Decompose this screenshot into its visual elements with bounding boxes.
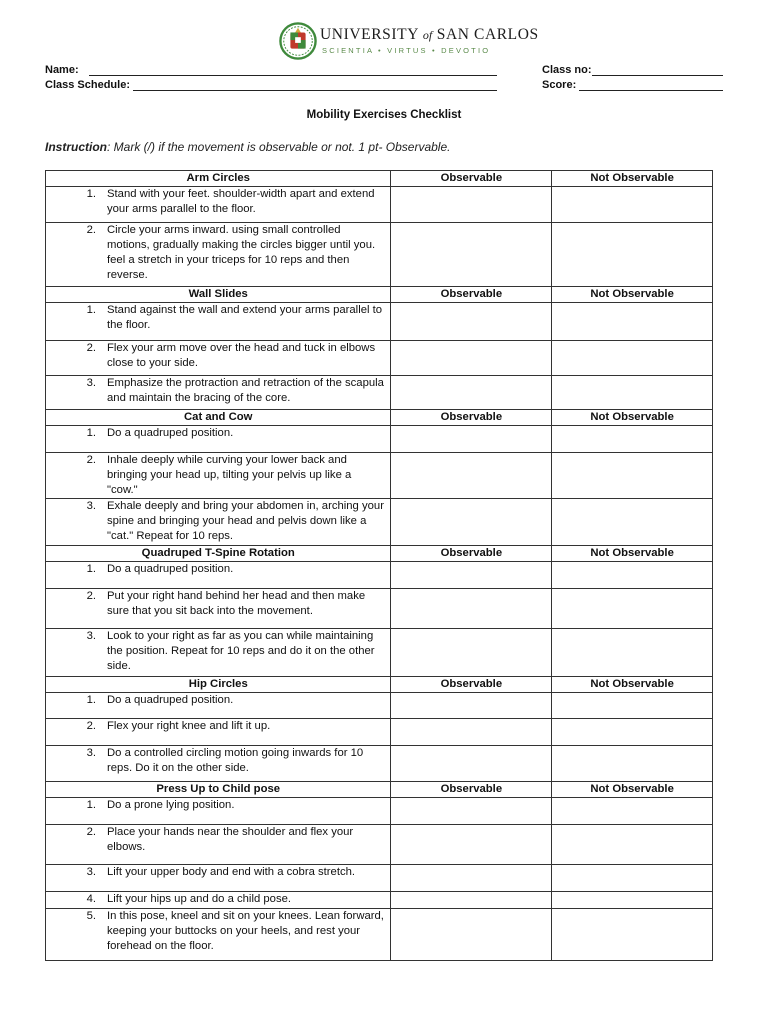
step-description-cell (46, 865, 391, 892)
step-text: Lift your hips up and do a child pose. (107, 893, 292, 905)
not-observable-mark-cell[interactable] (552, 223, 713, 287)
not-observable-mark-cell[interactable] (552, 303, 713, 341)
not-observable-mark-cell[interactable] (552, 693, 713, 719)
observable-header: Observable (391, 410, 552, 426)
step-description-cell (46, 562, 391, 589)
step-description-cell (46, 187, 391, 223)
not-observable-mark-cell[interactable] (552, 909, 713, 961)
not-observable-mark-cell[interactable] (552, 499, 713, 546)
class-schedule-field[interactable] (45, 79, 497, 91)
section-title: Press Up to Child pose (46, 782, 391, 798)
step-number: 3. (86, 630, 96, 642)
step-description-cell (46, 341, 391, 376)
class-no-label: Class no: (542, 64, 592, 76)
not-observable-mark-cell[interactable] (552, 746, 713, 782)
not-observable-header: Not Observable (552, 782, 713, 798)
score-field[interactable] (542, 79, 723, 91)
step-description-cell (46, 825, 391, 865)
not-observable-mark-cell[interactable] (552, 453, 713, 499)
section-header-row (46, 171, 713, 187)
observable-mark-cell[interactable] (391, 719, 552, 746)
not-observable-mark-cell[interactable] (552, 719, 713, 746)
name-field[interactable] (45, 64, 497, 76)
score-line[interactable] (579, 79, 723, 91)
observable-mark-cell[interactable] (391, 825, 552, 865)
step-row (46, 499, 713, 546)
not-observable-mark-cell[interactable] (552, 589, 713, 629)
step-number: 1. (86, 188, 96, 200)
observable-mark-cell[interactable] (391, 746, 552, 782)
step-row (46, 341, 713, 376)
observable-mark-cell[interactable] (391, 223, 552, 287)
step-number: 2. (86, 454, 96, 466)
observable-mark-cell[interactable] (391, 589, 552, 629)
observable-mark-cell[interactable] (391, 909, 552, 961)
university-name-of: of (422, 28, 433, 42)
section-title: Quadruped T-Spine Rotation (46, 546, 391, 562)
step-number: 2. (86, 224, 96, 236)
section-header-row (46, 546, 713, 562)
section-title: Cat and Cow (46, 410, 391, 426)
observable-mark-cell[interactable] (391, 453, 552, 499)
step-description-cell (46, 629, 391, 677)
name-label: Name: (45, 64, 79, 76)
step-number: 1. (86, 304, 96, 316)
step-number: 4. (86, 893, 96, 905)
class-no-line[interactable] (592, 64, 723, 76)
step-text: Lift your upper body and end with a cobra stretch. (107, 866, 356, 878)
step-number: 5. (86, 910, 96, 922)
step-description-cell (46, 798, 391, 825)
observable-mark-cell[interactable] (391, 892, 552, 909)
not-observable-mark-cell[interactable] (552, 187, 713, 223)
document-title: Mobility Exercises Checklist (306, 109, 462, 121)
observable-mark-cell[interactable] (391, 629, 552, 677)
step-row (46, 746, 713, 782)
step-number: 3. (86, 377, 96, 389)
step-row (46, 223, 713, 287)
section-header-row (46, 287, 713, 303)
step-description-cell (46, 376, 391, 410)
section-title: Arm Circles (46, 171, 391, 187)
step-text: Do a prone lying position. (107, 799, 235, 811)
instruction-label: Instruction (45, 140, 107, 154)
not-observable-mark-cell[interactable] (552, 426, 713, 453)
step-text: Place your hands near the shoulder and flex your elbows. (107, 826, 354, 853)
step-text: Flex your arm move over the head and tuck in elbows close to your side. (107, 342, 376, 369)
step-description-cell (46, 693, 391, 719)
step-number: 1. (86, 694, 96, 706)
observable-mark-cell[interactable] (391, 562, 552, 589)
step-description-cell (46, 303, 391, 341)
class-schedule-label: Class Schedule: (45, 79, 130, 91)
step-row (46, 303, 713, 341)
not-observable-header: Not Observable (552, 410, 713, 426)
step-row (46, 562, 713, 589)
step-row (46, 798, 713, 825)
step-description-cell (46, 892, 391, 909)
step-row (46, 693, 713, 719)
step-number: 1. (86, 799, 96, 811)
step-number: 1. (86, 427, 96, 439)
section-title: Hip Circles (46, 677, 391, 693)
university-name-main: UNIVERSITY (320, 26, 419, 43)
not-observable-header: Not Observable (552, 287, 713, 303)
class-no-field[interactable] (542, 64, 723, 76)
step-row (46, 589, 713, 629)
step-row (46, 376, 713, 410)
step-number: 2. (86, 342, 96, 354)
step-row (46, 892, 713, 909)
instruction (45, 140, 450, 154)
step-row (46, 187, 713, 223)
step-text: Emphasize the protraction and retraction of the scapula and maintain the bracing of the core. (107, 377, 384, 404)
step-description-cell (46, 589, 391, 629)
observable-mark-cell[interactable] (391, 303, 552, 341)
not-observable-header: Not Observable (552, 546, 713, 562)
step-row (46, 629, 713, 677)
step-text: Stand with your feet. shoulder-width apart and extend your arms parallel to the floor. (107, 188, 375, 215)
not-observable-mark-cell[interactable] (552, 825, 713, 865)
step-description-cell (46, 426, 391, 453)
step-text: Circle your arms inward. using small controlled motions, gradually making the circles bigger until you. feel a stretch in your triceps for 10 reps and then reverse. (107, 224, 376, 281)
step-text: Do a quadruped position. (107, 694, 234, 706)
step-text: Flex your right knee and lift it up. (107, 720, 271, 732)
not-observable-header: Not Observable (552, 677, 713, 693)
step-row (46, 719, 713, 746)
step-description-cell (46, 719, 391, 746)
university-seal-icon (279, 22, 317, 60)
not-observable-mark-cell[interactable] (552, 562, 713, 589)
observable-mark-cell[interactable] (391, 499, 552, 546)
observable-mark-cell[interactable] (391, 376, 552, 410)
observable-header: Observable (391, 171, 552, 187)
step-text: Do a controlled circling motion going inwards for 10 reps. Do it on the other side. (107, 747, 364, 774)
step-description-cell (46, 223, 391, 287)
step-text: Stand against the wall and extend your arms parallel to the floor. (107, 304, 383, 331)
university-name (320, 26, 539, 44)
not-observable-mark-cell[interactable] (552, 376, 713, 410)
not-observable-header: Not Observable (552, 171, 713, 187)
observable-mark-cell[interactable] (391, 341, 552, 376)
observable-mark-cell[interactable] (391, 865, 552, 892)
letterhead (0, 20, 768, 62)
step-row (46, 909, 713, 961)
step-number: 2. (86, 720, 96, 732)
not-observable-mark-cell[interactable] (552, 865, 713, 892)
not-observable-mark-cell[interactable] (552, 341, 713, 376)
not-observable-mark-cell[interactable] (552, 629, 713, 677)
step-text: Exhale deeply and bring your abdomen in, arching your spine and bringing your head and pelvis down like a "cat." Repeat for 10 reps. (107, 500, 384, 542)
step-row (46, 453, 713, 499)
instruction-text: : Mark (/) if the movement is observable or not. 1 pt- Observable. (107, 140, 451, 154)
step-description-cell (46, 499, 391, 546)
observable-header: Observable (391, 546, 552, 562)
step-text: Do a quadruped position. (107, 563, 234, 575)
observable-mark-cell[interactable] (391, 693, 552, 719)
step-number: 3. (86, 866, 96, 878)
step-number: 3. (86, 747, 96, 759)
observable-mark-cell[interactable] (391, 187, 552, 223)
section-header-row (46, 410, 713, 426)
step-text: Inhale deeply while curving your lower back and bringing your head up, tilting your pelvis up like a "cow." (107, 454, 352, 496)
step-text: Do a quadruped position. (107, 427, 234, 439)
university-motto: SCIENTIA • VIRTUS • DEVOTIO (322, 46, 491, 55)
step-number: 2. (86, 826, 96, 838)
checklist-body (46, 171, 713, 961)
step-number: 3. (86, 500, 96, 512)
checklist-table (45, 170, 713, 961)
step-number: 2. (86, 590, 96, 602)
name-line[interactable] (89, 64, 497, 76)
observable-header: Observable (391, 287, 552, 303)
observable-mark-cell[interactable] (391, 798, 552, 825)
step-text: In this pose, kneel and sit on your knees. Lean forward, keeping your buttocks on your heels, and rest your forehead on the floor. (107, 910, 384, 952)
step-description-cell (46, 453, 391, 499)
step-description-cell (46, 746, 391, 782)
class-schedule-line[interactable] (133, 79, 497, 91)
section-title: Wall Slides (46, 287, 391, 303)
step-row (46, 825, 713, 865)
step-number: 1. (86, 563, 96, 575)
step-text: Look to your right as far as you can while maintaining the position. Repeat for 10 reps and do it on the other side. (107, 630, 375, 672)
section-header-row (46, 677, 713, 693)
observable-mark-cell[interactable] (391, 426, 552, 453)
score-label: Score: (542, 79, 577, 91)
step-row (46, 426, 713, 453)
step-description-cell (46, 909, 391, 961)
observable-header: Observable (391, 677, 552, 693)
step-text: Put your right hand behind her head and then make sure that you sit back into the movement. (107, 590, 366, 617)
not-observable-mark-cell[interactable] (552, 892, 713, 909)
not-observable-mark-cell[interactable] (552, 798, 713, 825)
university-name-place: SAN CARLOS (436, 26, 539, 43)
section-header-row (46, 782, 713, 798)
observable-header: Observable (391, 782, 552, 798)
step-row (46, 865, 713, 892)
